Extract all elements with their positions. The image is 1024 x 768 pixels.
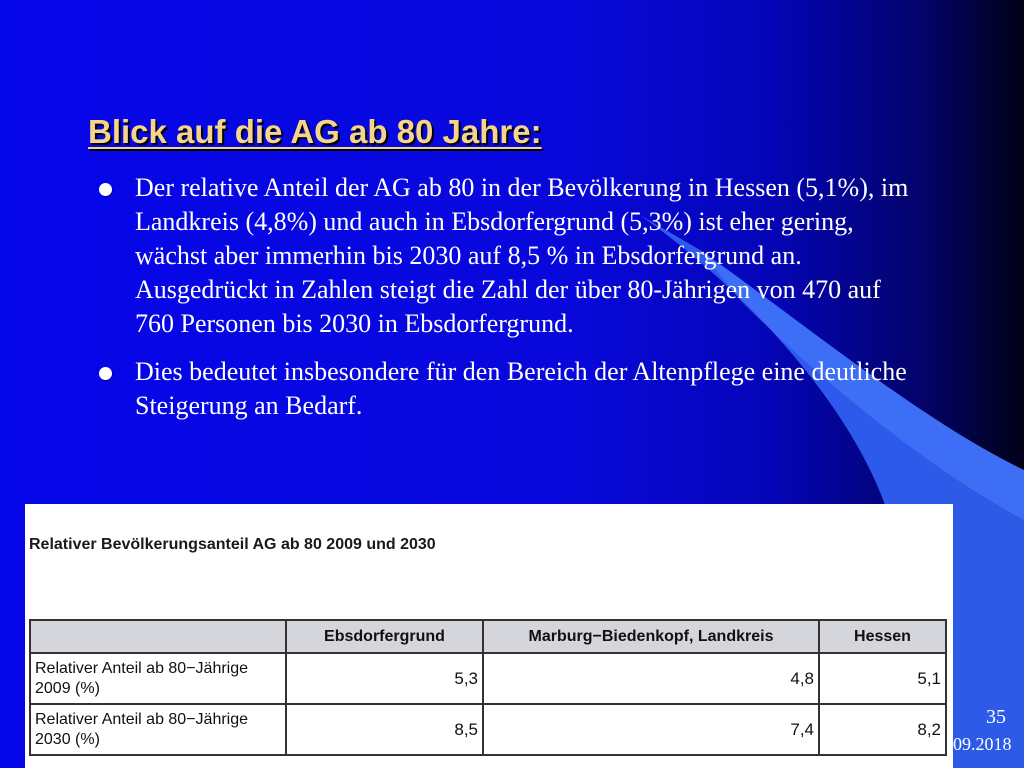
data-table (29, 619, 947, 756)
row-label-line: 2030 (%) (35, 730, 100, 748)
table-row (30, 704, 946, 755)
table-cell: 8,2 (819, 704, 946, 755)
bullet-dot-icon (99, 183, 112, 196)
row-label-line: 2009 (%) (35, 679, 100, 697)
table-header-cell: Ebsdorfergrund (286, 620, 483, 653)
row-label-cell (30, 704, 286, 755)
slide-number: 35 (986, 706, 1006, 728)
table-header-cell: Marburg−Biedenkopf, Landkreis (483, 620, 819, 653)
slide-title: Blick auf die AG ab 80 Jahre: (88, 113, 542, 150)
row-label-cell (30, 653, 286, 704)
table-cell: 8,5 (286, 704, 483, 755)
bullet-dot-icon (99, 367, 112, 380)
bullet-item (96, 171, 916, 341)
table-caption: Relativer Bevölkerungsanteil AG ab 80 2009 und 2030 (29, 536, 436, 553)
table-cell: 5,1 (819, 653, 946, 704)
table-header-row (30, 620, 946, 653)
bullet-item (96, 355, 916, 423)
slide-date: 09.2018 (953, 734, 1012, 754)
table-cell: 7,4 (483, 704, 819, 755)
table-panel (25, 504, 953, 768)
table-row (30, 653, 946, 704)
bullet-list (96, 171, 916, 437)
bullet-text: Der relative Anteil der AG ab 80 in der Bevölkerung in Hessen (5,1%), im Landkreis (4,8%) und auch in Ebsdorfergrund (5,3%) ist eher gering, wächst aber immerhin bis 2030 auf 8,5 % in Ebsdorfergrund an. Ausgedrückt in Zahlen steigt die Zahl der über 80-Jährigen von 470 auf 760 Personen bis 2030 in Ebsdorfergrund. (135, 173, 909, 338)
table-header-cell: Hessen (819, 620, 946, 653)
row-label-line: Relativer Anteil ab 80−Jährige (35, 710, 249, 728)
bullet-text: Dies bedeutet insbesondere für den Bereich der Altenpflege eine deutliche Steigerung an Bedarf. (135, 357, 907, 420)
table-header-cell (30, 620, 286, 653)
table-cell: 5,3 (286, 653, 483, 704)
row-label-line: Relativer Anteil ab 80−Jährige (35, 659, 249, 677)
table-cell: 4,8 (483, 653, 819, 704)
